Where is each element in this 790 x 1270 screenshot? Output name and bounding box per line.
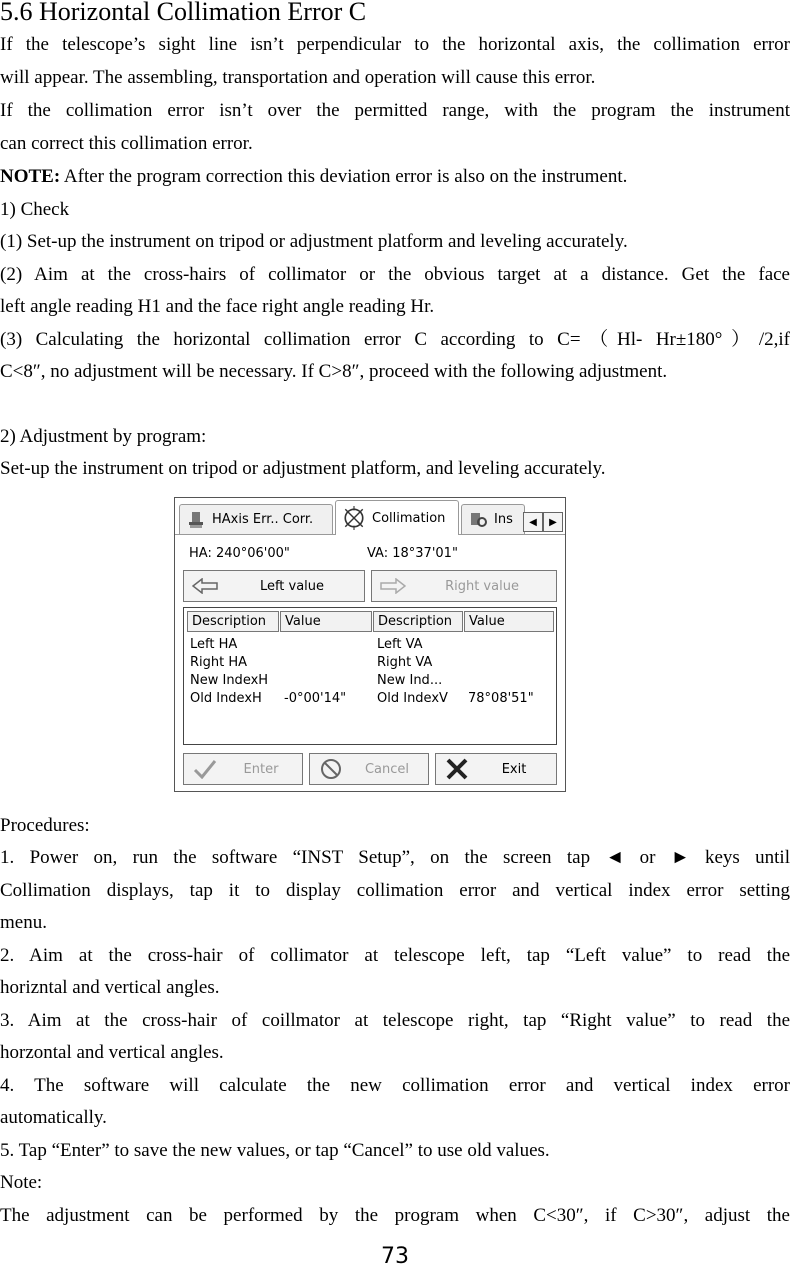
arrow-right-icon: ▶ — [549, 516, 557, 528]
check-heading: 1) Check — [0, 199, 70, 220]
checkmark-icon — [190, 758, 220, 780]
instrument-screenshot — [174, 497, 566, 792]
adjustment-heading: 2) Adjustment by program: — [0, 426, 207, 447]
ha-readout: HA: 240°06'00" — [189, 546, 290, 561]
prohibited-icon — [316, 758, 346, 780]
procedure-step-2: 2. Aim at the cross-hair of collimator at telescope left, tap “Left value” to read the — [0, 945, 790, 966]
column-header-value[interactable]: Value — [280, 611, 372, 632]
paragraph-line: If the collimation error isn’t over the permitted range, with the program the instrument — [0, 100, 790, 121]
procedure-step-5: 5. Tap “Enter” to save the new values, or tap “Cancel” to use old values. — [0, 1140, 550, 1161]
procedures-heading: Procedures: — [0, 815, 90, 836]
table-cell-desc: New Ind... — [377, 673, 443, 688]
table-cell-desc: Old IndexV — [377, 691, 448, 706]
procedure-step-1: 1. Power on, run the software “INST Setup”, on the screen tap ◄ or ► keys until — [0, 847, 790, 868]
procedure-step-1-cont: Collimation displays, tap it to display collimation error and vertical index error setting — [0, 880, 790, 901]
procedure-step-4: 4. The software will calculate the new collimation error and vertical index error — [0, 1075, 790, 1096]
section-title: 5.6 Horizontal Collimation Error C — [0, 0, 367, 26]
instrument-settings-icon — [468, 510, 488, 530]
note-line — [0, 165, 790, 189]
table-cell-desc: Right HA — [190, 655, 248, 670]
enter-label: Enter — [243, 761, 279, 777]
table-cell-desc: Old IndexH — [190, 691, 262, 706]
table-cell-value: 78°08'51" — [468, 691, 534, 706]
paragraph-line: If the telescope’s sight line isn’t perpendicular to the horizontal axis, the collimation error — [0, 34, 790, 55]
procedure-step-3: 3. Aim at the cross-hair of coillmator at telescope right, tap “Right value” to read the — [0, 1010, 790, 1031]
note-text: The adjustment can be performed by the program when C<30″, if C>30″, adjust the — [0, 1205, 790, 1226]
table-cell-desc: Right VA — [377, 655, 433, 670]
tab-scroll-right-button[interactable] — [543, 512, 563, 532]
exit-button[interactable] — [435, 753, 557, 785]
column-header-description[interactable]: Description — [373, 611, 463, 632]
column-header-description[interactable]: Description — [187, 611, 279, 632]
procedure-step-2-cont: horizntal and vertical angles. — [0, 977, 220, 998]
check-step-2: (2) Aim at the cross-hairs of collimator or the obvious target at a distance. Get the face — [0, 264, 790, 285]
cancel-label: Cancel — [364, 761, 410, 777]
tab-haxis-err-corr[interactable] — [179, 504, 333, 534]
enter-button[interactable] — [183, 753, 303, 785]
table-cell-desc: New IndexH — [190, 673, 269, 688]
arrow-left-icon: ◀ — [529, 516, 537, 528]
table-cell-desc: Left HA — [190, 637, 238, 652]
table-cell-desc: Left VA — [377, 637, 423, 652]
page-number: 73 — [381, 1244, 409, 1269]
close-icon — [442, 758, 472, 780]
adjustment-text: Set-up the instrument on tripod or adjustment platform, and leveling accurately. — [0, 458, 606, 479]
left-value-label: Left value — [259, 578, 325, 594]
tab-scroll-left-button[interactable] — [523, 512, 543, 532]
error-values-table — [183, 607, 557, 745]
collimation-icon — [342, 506, 366, 530]
right-value-button[interactable] — [371, 570, 557, 602]
va-readout: VA: 18°37'01" — [367, 546, 458, 561]
tab-bar — [175, 498, 565, 534]
paragraph-line: will appear. The assembling, transportation and operation will cause this error. — [0, 67, 596, 88]
exit-label: Exit — [501, 761, 527, 777]
procedure-step-3-cont: horzontal and vertical angles. — [0, 1042, 224, 1063]
procedure-step-1-cont: menu. — [0, 912, 47, 933]
check-step-2-cont: left angle reading H1 and the face right angle reading Hr. — [0, 296, 435, 317]
tab-label: Collimation — [372, 510, 446, 526]
cancel-button[interactable] — [309, 753, 429, 785]
check-step-3: (3) Calculating the horizontal collimation error C according to C=（Hl- Hr±180°）/2,if — [0, 329, 790, 350]
tab-collimation[interactable] — [335, 500, 459, 535]
check-step-1: (1) Set-up the instrument on tripod or adjustment platform and leveling accurately. — [0, 231, 628, 252]
table-cell-value: -0°00'14" — [284, 691, 347, 706]
note-label: NOTE: — [0, 166, 61, 187]
left-value-button[interactable] — [183, 570, 365, 602]
right-value-label: Right value — [445, 578, 519, 594]
tab-label: HAxis Err.. Corr. — [212, 512, 314, 527]
note-heading: Note: — [0, 1172, 43, 1193]
note-text: After the program correction this deviation error is also on the instrument. — [60, 166, 628, 187]
paragraph-line: can correct this collimation error. — [0, 133, 253, 154]
column-header-value[interactable]: Value — [464, 611, 554, 632]
arrow-left-icon — [190, 575, 220, 597]
check-step-3-cont: C<8″, no adjustment will be necessary. If C>8″, proceed with the following adjustment. — [0, 361, 668, 382]
tab-inst[interactable] — [461, 504, 525, 534]
arrow-right-icon — [378, 575, 408, 597]
tab-label: Ins — [494, 512, 513, 527]
procedure-step-4-cont: automatically. — [0, 1107, 107, 1128]
instrument-icon — [186, 510, 206, 530]
